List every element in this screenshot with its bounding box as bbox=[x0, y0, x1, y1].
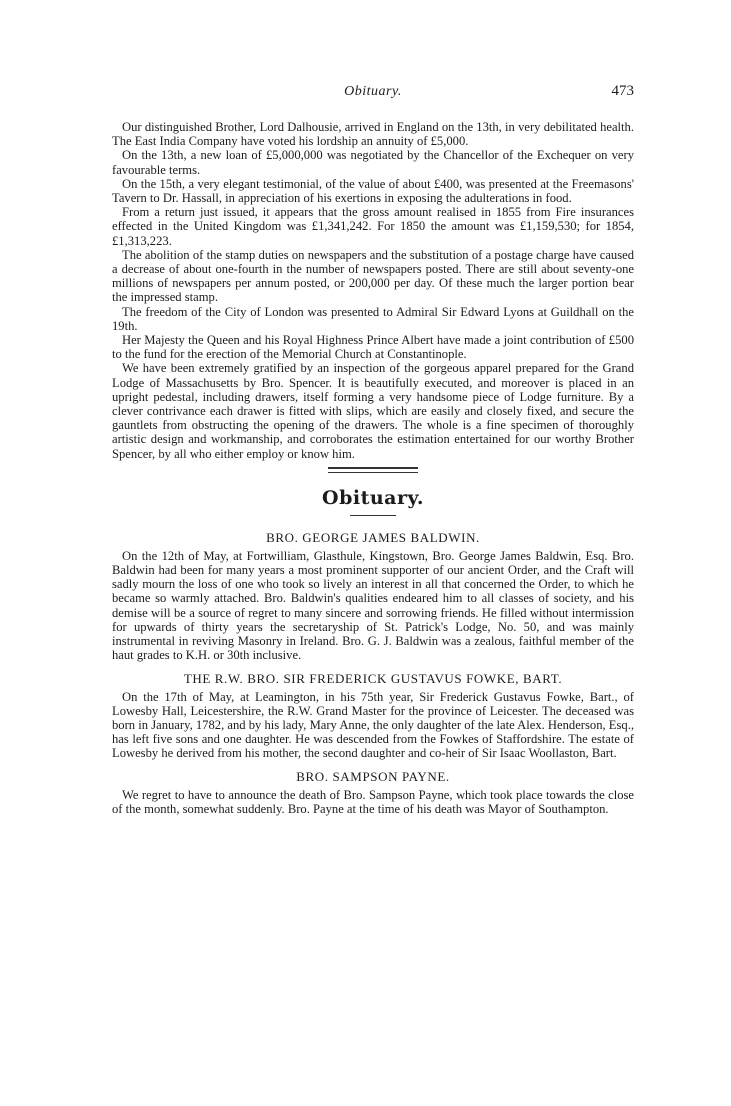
news-paragraph: From a return just issued, it appears that the gross amount realised in 1855 from Fire insurances effected in the United Kingdom was £1,341,242. For 1850 the amount was £1,159,530; for 1854, £1,313,223. bbox=[112, 205, 634, 248]
heading-underline bbox=[350, 515, 396, 516]
divider-rule bbox=[328, 467, 418, 469]
news-paragraph: Our distinguished Brother, Lord Dalhousie, arrived in England on the 13th, in very debilitated health. The East India Company have voted his lordship an annuity of £5,000. bbox=[112, 120, 634, 149]
news-paragraph: On the 15th, a very elegant testimonial, of the value of about £400, was presented at the Freemasons' Tavern to Dr. Hassall, in appreciation of his exertions in exposing the adulterations in food. bbox=[112, 176, 634, 206]
news-paragraph: Her Majesty the Queen and his Royal Highness Prince Albert have made a joint contribution of £500 to the fund for the erection of the Memorial Church at Constantinople. bbox=[112, 333, 634, 362]
section-heading: Obituary. bbox=[322, 486, 424, 509]
section-divider bbox=[328, 467, 418, 473]
news-paragraph: The freedom of the City of London was presented to Admiral Sir Edward Lyons at Guildhall on the 19th. bbox=[112, 304, 634, 333]
obituary-text: We regret to have to announce the death of Bro. Sampson Payne, which took place towards the close of the month, somewhat suddenly. Bro. Payne at the time of his death was Mayor of Southampton. bbox=[112, 787, 634, 816]
obituary-heading: THE R.W. BRO. SIR FREDERICK GUSTAVUS FOWKE, BART. bbox=[183, 670, 563, 686]
obituary-heading: BRO. GEORGE JAMES BALDWIN. bbox=[266, 529, 480, 545]
running-head bbox=[112, 0, 634, 99]
page-number: 473 bbox=[611, 83, 634, 99]
obituary-text: On the 12th of May, at Fortwilliam, Glasthule, Kingstown, Bro. George James Baldwin, Esq. Bro. Baldwin had been for many years a most prominent supporter of our ancient Order, and the Craft will sadly mourn the loss of one who took so lively an interest in all that concerned the Order, to which he became so warmly attached. Bro. Baldwin's qualities endeared him to all classes of society, and his demise will be a source of regret to many sincere and sorrowing friends. He filled without intermission for upwards of thirty years the secretaryship of St. Patrick's Lodge, No. 50, and was mainly instrumental in reviving Masonry in Ireland. Bro. G. J. Baldwin was a zealous, faithful member of the haut grades to K.H. or 30th inclusive. bbox=[112, 548, 634, 663]
news-paragraph: We have been extremely gratified by an inspection of the gorgeous apparel prepared for the Grand Lodge of Massachusetts by Bro. Spencer. It is beautifully executed, and moreover is placed in an upright pedestal, including drawers, itself forming a very handsome piece of Lodge furniture. By a clever contrivance each drawer is fitted with slips, which are easily and closely fixed, and secure the gauntlets from obstructing the opening of the drawers. The whole is a fine specimen of thoroughly artistic design and workmanship, and corroborates the estimation entertained for our worthy Brother Spencer, by all who either employ or know him. bbox=[112, 361, 634, 461]
running-title: Obituary. bbox=[344, 84, 402, 99]
news-paragraph: On the 13th, a new loan of £5,000,000 was negotiated by the Chancellor of the Exchequer on very favourable terms. bbox=[112, 148, 634, 177]
journal-page bbox=[112, 0, 634, 816]
obituary-heading: BRO. SAMPSON PAYNE. bbox=[296, 768, 450, 784]
obituary-text: On the 17th of May, at Leamington, in his 75th year, Sir Frederick Gustavus Fowke, Bart., of Lowesby Hall, Leicestershire, the R.W. Grand Master for the province of Leicester. The deceased was born in January, 1782, and by his lady, Mary Anne, the only daughter of the late Alex. Henderson, Esq., has left five sons and one daughter. He was descended from the Fowkes of Staffordshire. The estate of Lowesby he derived from his mother, the second daughter and co-heir of Sir Isaac Woollaston, Bart. bbox=[112, 689, 634, 761]
news-paragraph: The abolition of the stamp duties on newspapers and the substitution of a postage charge have caused a decrease of about one-fourth in the number of newspapers posted. There are still about seventy-one millions of newspapers per annum posted, or 200,000 per day. Of these much the larger portion bear the impressed stamp. bbox=[112, 247, 634, 305]
divider-rule bbox=[328, 472, 418, 473]
body-text bbox=[112, 120, 634, 816]
